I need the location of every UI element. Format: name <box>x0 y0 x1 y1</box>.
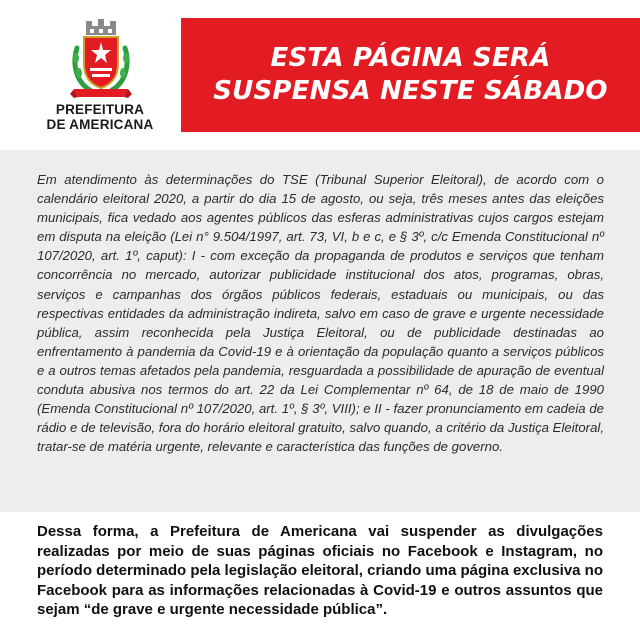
city-coat-of-arms-icon <box>70 18 132 100</box>
org-name: PREFEITURA DE AMERICANA <box>46 102 154 132</box>
header <box>0 0 640 150</box>
footer-announcement <box>0 512 640 640</box>
suspension-banner <box>181 18 640 132</box>
legal-notice-text: Em atendimento às determinações do TSE (Tribunal Superior Eleitoral), de acordo com o calendário eleitoral 2020, a partir do dia 15 de agosto, ou seja, três meses antes das eleições municipais, fica vedado aos agentes públicos das esferas administrativas cujos cargos estejam em disputa na eleição (Lei n° 9.504/1997, art. 73, VI, b e c, e § 3º, c/c Emenda Constitucional nº 107/2020, art. 1º, caput): I - com exceção da propaganda de produtos e serviços que tenham concorrência no mercado, autorizar publicidade institucional dos atos, programas, obras, serviços e campanhas dos órgãos públicos federais, estaduais ou municipais, ou das respectivas entidades da administração indireta, salvo em caso de grave e urgente necessidade pública, assim reconhecida pela Justiça Eleitoral, ou de publicidade destinadas ao enfrentamento à pandemia da Covid-19 e à orientação da população quanto a serviços públicos e a outros temas afetados pela pandemia, resguardada a possibilidade de apuração de eventual conduta abusiva nos termos do art. 22 da Lei Complementar nº 64, de 18 de maio de 1990 (Emenda Constitucional nº 107/2020, art. 1º, § 3º, VIII); e II - fazer pronunciamento em cadeia de rádio e de televisão, fora do horário eleitoral gratuito, salvo quando, a critério da Justiça Eleitoral, tratar-se de matéria urgente, relevante e característica das funções de governo. <box>37 172 604 455</box>
banner-title: ESTA PÁGINA SERÁ SUSPENSA NESTE SÁBADO <box>213 43 608 106</box>
footer-announcement-text: Dessa forma, a Prefeitura de Americana vai suspender as divulgações realizadas por meio de suas páginas oficiais no Facebook e Instagram, no período determinado pela legislação eleitoral, criando uma página exclusiva no Facebook para as informações relacionadas à Covid-19 e outros assuntos que sejam “de grave e urgente necessidade pública”. <box>37 523 604 619</box>
logo-block <box>20 18 180 136</box>
legal-notice-panel <box>0 150 640 512</box>
